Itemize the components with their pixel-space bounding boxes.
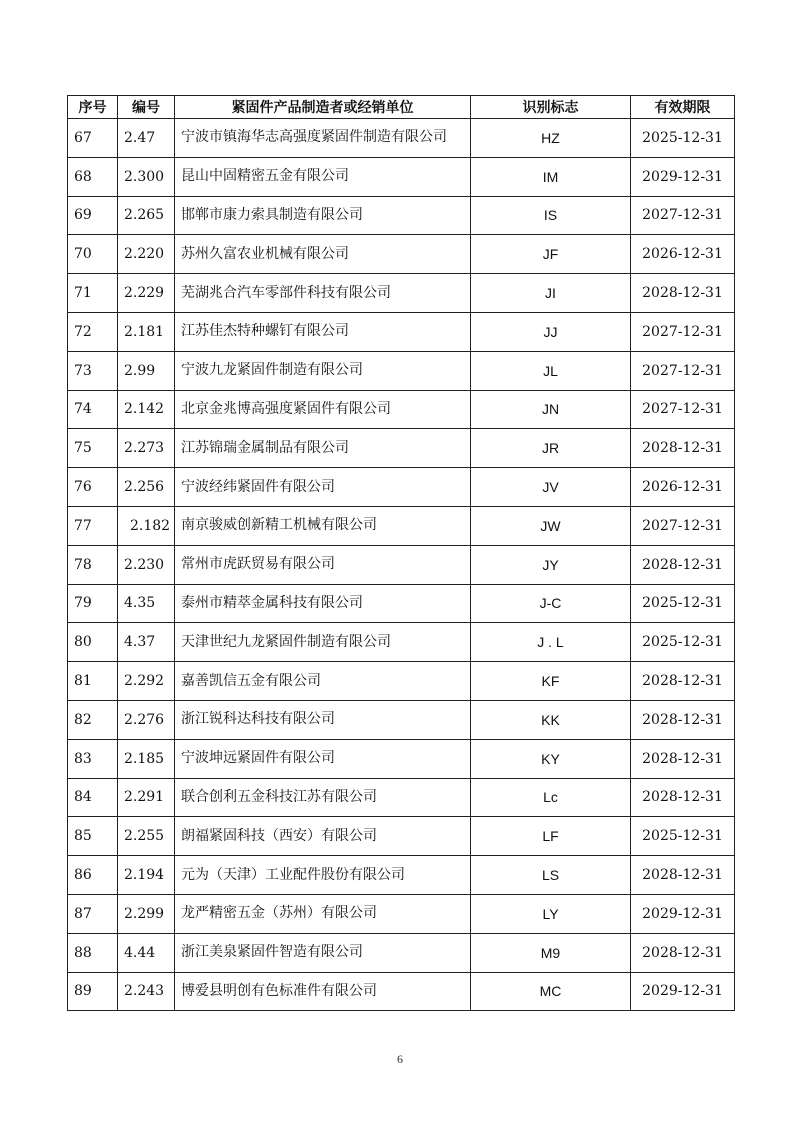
cell-valid: 2028-12-31 xyxy=(631,778,735,817)
cell-company: 宁波坤远紧固件有限公司 xyxy=(175,739,471,778)
cell-seq: 81 xyxy=(68,662,118,701)
cell-seq: 77 xyxy=(68,506,118,545)
cell-mark: JR xyxy=(471,429,631,468)
cell-code: 2.47 xyxy=(118,119,175,158)
cell-code: 2.299 xyxy=(118,894,175,933)
cell-seq: 80 xyxy=(68,623,118,662)
cell-seq: 73 xyxy=(68,351,118,390)
cell-mark: JW xyxy=(471,506,631,545)
cell-mark: JF xyxy=(471,235,631,274)
cell-seq: 84 xyxy=(68,778,118,817)
cell-company: 江苏佳杰特种螺钉有限公司 xyxy=(175,312,471,351)
cell-mark: LF xyxy=(471,817,631,856)
cell-seq: 68 xyxy=(68,157,118,196)
cell-mark: M9 xyxy=(471,933,631,972)
cell-seq: 70 xyxy=(68,235,118,274)
cell-company: 宁波市镇海华志高强度紧固件制造有限公司 xyxy=(175,119,471,158)
cell-mark: JL xyxy=(471,351,631,390)
cell-mark: JJ xyxy=(471,312,631,351)
cell-code: 2.181 xyxy=(118,312,175,351)
cell-mark: IS xyxy=(471,196,631,235)
table-row xyxy=(68,545,735,584)
cell-seq: 78 xyxy=(68,545,118,584)
cell-valid: 2026-12-31 xyxy=(631,235,735,274)
table-row xyxy=(68,468,735,507)
table-row xyxy=(68,972,735,1011)
table-row xyxy=(68,157,735,196)
cell-valid: 2028-12-31 xyxy=(631,274,735,313)
cell-code: 2.276 xyxy=(118,700,175,739)
cell-valid: 2025-12-31 xyxy=(631,584,735,623)
cell-company: 南京骏威创新精工机械有限公司 xyxy=(175,506,471,545)
cell-code: 2.99 xyxy=(118,351,175,390)
cell-valid: 2027-12-31 xyxy=(631,196,735,235)
cell-valid: 2029-12-31 xyxy=(631,972,735,1011)
cell-mark: Lc xyxy=(471,778,631,817)
cell-company: 嘉善凯信五金有限公司 xyxy=(175,662,471,701)
cell-valid: 2029-12-31 xyxy=(631,157,735,196)
cell-mark: J-C xyxy=(471,584,631,623)
cell-code: 4.35 xyxy=(118,584,175,623)
cell-seq: 72 xyxy=(68,312,118,351)
cell-company: 联合创利五金科技江苏有限公司 xyxy=(175,778,471,817)
cell-code: 2.194 xyxy=(118,856,175,895)
cell-company: 北京金兆博高强度紧固件有限公司 xyxy=(175,390,471,429)
cell-seq: 69 xyxy=(68,196,118,235)
cell-company: 浙江锐科达科技有限公司 xyxy=(175,700,471,739)
cell-company: 宁波经纬紧固件有限公司 xyxy=(175,468,471,507)
cell-valid: 2028-12-31 xyxy=(631,856,735,895)
header-valid: 有效期限 xyxy=(631,96,735,119)
table-row xyxy=(68,119,735,158)
cell-company: 苏州久富农业机械有限公司 xyxy=(175,235,471,274)
cell-mark: IM xyxy=(471,157,631,196)
cell-mark: KY xyxy=(471,739,631,778)
cell-code: 2.273 xyxy=(118,429,175,468)
cell-code: 2.291 xyxy=(118,778,175,817)
cell-valid: 2028-12-31 xyxy=(631,545,735,584)
table-row xyxy=(68,312,735,351)
cell-company: 博爱县明创有色标准件有限公司 xyxy=(175,972,471,1011)
cell-company: 浙江美泉紧固件智造有限公司 xyxy=(175,933,471,972)
cell-valid: 2025-12-31 xyxy=(631,623,735,662)
cell-code: 4.37 xyxy=(118,623,175,662)
header-company: 紧固件产品制造者或经销单位 xyxy=(175,96,471,119)
cell-valid: 2028-12-31 xyxy=(631,662,735,701)
cell-code: 2.255 xyxy=(118,817,175,856)
table-row xyxy=(68,429,735,468)
cell-company: 泰州市精萃金属科技有限公司 xyxy=(175,584,471,623)
cell-seq: 87 xyxy=(68,894,118,933)
cell-company: 元为（天津）工业配件股份有限公司 xyxy=(175,856,471,895)
cell-code: 2.243 xyxy=(118,972,175,1011)
cell-mark: LS xyxy=(471,856,631,895)
table-row xyxy=(68,623,735,662)
cell-seq: 89 xyxy=(68,972,118,1011)
cell-company: 昆山中固精密五金有限公司 xyxy=(175,157,471,196)
table-row xyxy=(68,894,735,933)
cell-mark: JY xyxy=(471,545,631,584)
cell-seq: 85 xyxy=(68,817,118,856)
cell-valid: 2028-12-31 xyxy=(631,700,735,739)
cell-seq: 71 xyxy=(68,274,118,313)
table-row xyxy=(68,235,735,274)
table-row xyxy=(68,817,735,856)
header-mark: 识别标志 xyxy=(471,96,631,119)
table-row xyxy=(68,351,735,390)
cell-company: 江苏锦瑞金属制品有限公司 xyxy=(175,429,471,468)
cell-code: 2.142 xyxy=(118,390,175,429)
table-row xyxy=(68,506,735,545)
header-code: 编号 xyxy=(118,96,175,119)
table-header-row xyxy=(68,96,735,119)
cell-company: 朗福紧固科技（西安）有限公司 xyxy=(175,817,471,856)
cell-seq: 79 xyxy=(68,584,118,623)
cell-valid: 2028-12-31 xyxy=(631,933,735,972)
cell-valid: 2025-12-31 xyxy=(631,817,735,856)
cell-code: 2.182 xyxy=(118,506,175,545)
table-row xyxy=(68,700,735,739)
table-row xyxy=(68,856,735,895)
cell-code: 4.44 xyxy=(118,933,175,972)
cell-valid: 2027-12-31 xyxy=(631,390,735,429)
cell-code: 2.185 xyxy=(118,739,175,778)
table-row xyxy=(68,584,735,623)
cell-seq: 83 xyxy=(68,739,118,778)
cell-code: 2.229 xyxy=(118,274,175,313)
cell-mark: LY xyxy=(471,894,631,933)
cell-mark: MC xyxy=(471,972,631,1011)
table-row xyxy=(68,390,735,429)
cell-company: 邯郸市康力索具制造有限公司 xyxy=(175,196,471,235)
cell-code: 2.300 xyxy=(118,157,175,196)
cell-valid: 2029-12-31 xyxy=(631,894,735,933)
table-row xyxy=(68,274,735,313)
cell-mark: J . L xyxy=(471,623,631,662)
cell-mark: HZ xyxy=(471,119,631,158)
page-number: 6 xyxy=(397,1052,403,1066)
cell-mark: KK xyxy=(471,700,631,739)
cell-seq: 67 xyxy=(68,119,118,158)
cell-valid: 2027-12-31 xyxy=(631,506,735,545)
cell-mark: JV xyxy=(471,468,631,507)
cell-seq: 86 xyxy=(68,856,118,895)
cell-valid: 2028-12-31 xyxy=(631,429,735,468)
cell-code: 2.256 xyxy=(118,468,175,507)
cell-mark: JI xyxy=(471,274,631,313)
table-row xyxy=(68,933,735,972)
cell-valid: 2025-12-31 xyxy=(631,119,735,158)
cell-seq: 76 xyxy=(68,468,118,507)
cell-code: 2.292 xyxy=(118,662,175,701)
cell-company: 天津世纪九龙紧固件制造有限公司 xyxy=(175,623,471,662)
fastener-registry-table xyxy=(67,95,735,1011)
cell-mark: JN xyxy=(471,390,631,429)
cell-company: 龙严精密五金（苏州）有限公司 xyxy=(175,894,471,933)
cell-seq: 88 xyxy=(68,933,118,972)
table-row xyxy=(68,778,735,817)
cell-company: 宁波九龙紧固件制造有限公司 xyxy=(175,351,471,390)
cell-valid: 2026-12-31 xyxy=(631,468,735,507)
cell-valid: 2028-12-31 xyxy=(631,739,735,778)
cell-seq: 82 xyxy=(68,700,118,739)
table-row xyxy=(68,196,735,235)
cell-mark: KF xyxy=(471,662,631,701)
cell-seq: 75 xyxy=(68,429,118,468)
cell-company: 常州市虎跃贸易有限公司 xyxy=(175,545,471,584)
cell-code: 2.220 xyxy=(118,235,175,274)
cell-code: 2.265 xyxy=(118,196,175,235)
cell-valid: 2027-12-31 xyxy=(631,351,735,390)
table-row xyxy=(68,662,735,701)
cell-valid: 2027-12-31 xyxy=(631,312,735,351)
cell-company: 芜湖兆合汽车零部件科技有限公司 xyxy=(175,274,471,313)
cell-seq: 74 xyxy=(68,390,118,429)
table-row xyxy=(68,739,735,778)
table-body xyxy=(68,119,735,1011)
cell-code: 2.230 xyxy=(118,545,175,584)
header-seq: 序号 xyxy=(68,96,118,119)
